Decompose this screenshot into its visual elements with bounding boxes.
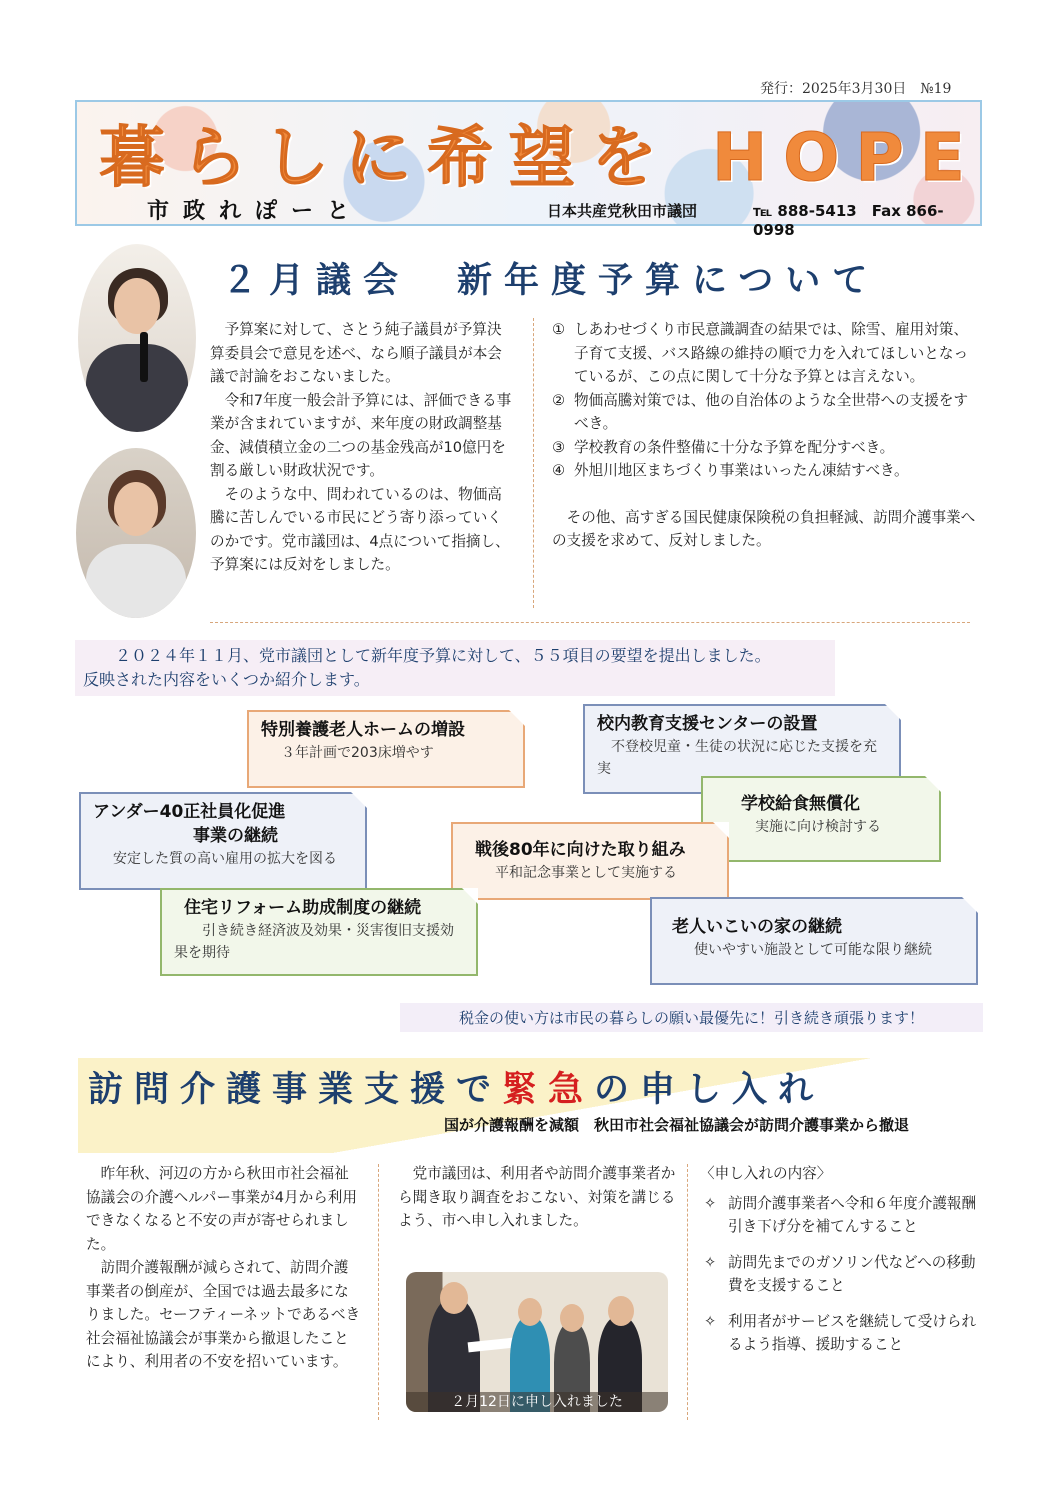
member-photo-sato (78, 244, 196, 432)
request-card-nursing-home: 特別養護老人ホームの増設 ３年計画で203床増やす (247, 710, 525, 788)
requests-tagline: 税金の使い方は市民の暮らしの願い最優先に！引き続き頑張ります！ (400, 1003, 983, 1032)
petition-photo (406, 1272, 668, 1412)
urgent-word: 緊急 (502, 1070, 595, 1110)
requests-intro-line1: ２０２４年１１月、党市議団として新年度予算に対して、５５項目の要望を提出しました。 (115, 646, 771, 665)
care-request-item: ✧ 訪問介護事業者へ令和６年度介護報酬引き下げ分を補てんすること (700, 1192, 980, 1239)
care-left-column (86, 1162, 362, 1374)
budget-paragraph-3: そのような中、問われているのは、物価高騰に苦しんでいる市民にどう寄り添っていくのかです。党市議団は、4点について指摘し、予算案には反対をしました。 (210, 485, 510, 573)
budget-point: ③ 学校教育の条件整備に十分な予算を配分すべき。 (552, 438, 895, 456)
masthead-contact: ℡ 888-5413 Fax 866-0998 (753, 202, 944, 239)
request-card-postwar-80: 戦後80年に向けた取り組み 平和記念事業として実施する (451, 822, 729, 900)
budget-heading: ２月議会 新年度予算について (222, 261, 880, 301)
care-paragraph-2: 訪問介護報酬が減らされて、訪問介護事業者の倒産が、全国では過去最多になりました。セーフティーネットであるべき社会福祉協議会が事業から撤退したことにより、利用者の不安を招いています。 (86, 1259, 361, 1370)
sparkle-icon: ✧ (704, 1253, 717, 1271)
budget-point: ② 物価高騰対策では、他の自治体のような全世帯への支援をすべき。 (552, 391, 969, 432)
masthead (75, 100, 982, 239)
care-request-item: ✧ 訪問先までのガソリン代などへの移動費を支援すること (700, 1251, 980, 1298)
requests-intro (75, 640, 835, 696)
request-card-school-lunch: 学校給食無償化 実施に向け検討する (701, 776, 941, 862)
requests-intro-line2: 反映された内容をいくつか紹介します。 (83, 670, 370, 689)
care-request-column (700, 1162, 980, 1369)
masthead-title: 暮らしに希望を HOPE (99, 119, 981, 196)
care-paragraph-1: 昨年秋、河辺の方から秋田市社会福祉協議会の介護ヘルパー事業が4月から利用できなくなると不安の声が寄せられました。 (86, 1165, 357, 1253)
care-heading: 訪問介護事業支援で緊急の申し入れ (88, 1070, 825, 1110)
budget-paragraph-2: 令和7年度一般会計予算には、評価できる事業が含まれていますが、来年度の財政調整基金、減債積立金の二つの基金残高が10億円を割る厳しい財政状況です。 (210, 391, 512, 479)
budget-closing: その他、高すぎる国民健康保険税の負担軽減、訪問介護事業への支援を求めて、反対しました。 (552, 508, 976, 549)
photo-caption: ２月12日に申し入れました (406, 1392, 668, 1412)
request-card-housing-reform: 住宅リフォーム助成制度の継続 引き続き経済波及効果・災害復旧支援効果を期待 (160, 888, 478, 976)
budget-points (552, 318, 977, 553)
care-middle-column (398, 1162, 678, 1233)
masthead-org: 日本共産党秋田市議団 (547, 202, 698, 220)
request-card-elderly-house: 老人いこいの家の継続 使いやすい施設として可能な限り継続 (650, 897, 978, 985)
care-request-item: ✧ 利用者がサービスを継続して受けられるよう指導、援助すること (700, 1310, 980, 1357)
budget-point: ④ 外旭川地区まちづくり事業はいったん凍結すべき。 (552, 462, 909, 479)
column-divider (378, 1164, 379, 1420)
section-divider (210, 622, 970, 623)
care-subheading: 国が介護報酬を減額 秋田市社会福祉協議会が訪問介護事業から撤退 (444, 1116, 910, 1134)
care-request-heading: 〈申し入れの内容〉 (700, 1165, 832, 1182)
request-card-education-center: 校内教育支援センターの設置 不登校児童・生徒の状況に応じた支援を充実 (583, 704, 901, 794)
budget-point: ① しあわせづくり市民意識調査の結果では、除雪、雇用対策、子育て支援、バス路線の維持の順で力を入れてほしいとなっているが、この点に関して十分な予算とは言えない。 (552, 321, 969, 385)
care-middle-paragraph: 党市議団は、利用者や訪問介護事業者から聞き取り調査をおこない、対策を講じるよう、市へ申し入れました。 (398, 1165, 676, 1229)
budget-paragraph-1: 予算案に対して、さとう純子議員が予算決算委員会で意見を述べ、なら順子議員が本会議で討論をおこないました。 (210, 321, 502, 385)
column-divider (687, 1164, 688, 1420)
request-card-under40: アンダー40正社員化促進 事業の継続 安定した質の高い雇用の拡大を図る (79, 792, 367, 890)
issue-date: 発行：2025年3月30日 №19 (760, 81, 952, 97)
masthead-subtitle: 市政れぽーと (147, 199, 364, 224)
column-divider (533, 318, 534, 608)
member-photo-nara (76, 448, 196, 618)
budget-left-column (210, 318, 516, 577)
sparkle-icon: ✧ (704, 1194, 717, 1212)
sparkle-icon: ✧ (704, 1312, 717, 1330)
